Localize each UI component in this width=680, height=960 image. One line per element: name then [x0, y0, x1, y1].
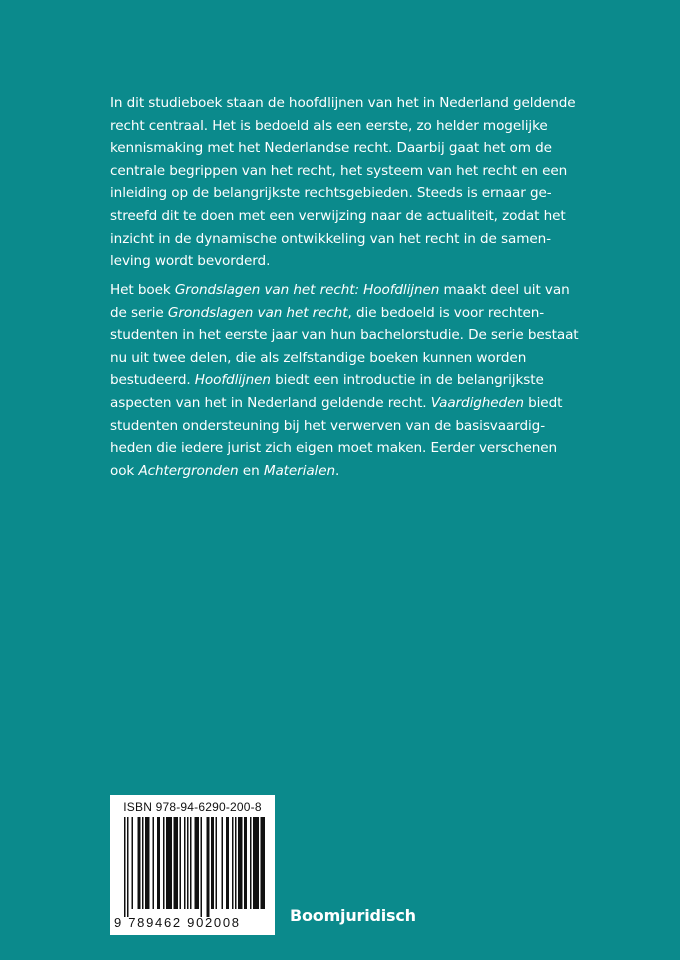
text-line: nu uit twee delen, die als zelfstandige boeken kunnen worden [110, 349, 527, 366]
text-line: studenten ondersteuning bij het verwerven van de basisvaardig- [110, 417, 545, 434]
text-line [110, 369, 570, 392]
text-line: studenten in het eerste jaar van hun bachelorstudie. De serie bestaat [110, 327, 579, 344]
barcode-bars [118, 817, 267, 917]
barcode-bar [157, 817, 160, 909]
book-title: Hoofdlijnen [194, 372, 271, 389]
text-line: centrale begrippen van het recht, het systeem van het recht en een [110, 162, 568, 179]
text-line [110, 279, 570, 302]
description-paragraph-1 [110, 92, 576, 273]
text-run: Het boek [110, 282, 175, 298]
text-run: biedt [523, 394, 563, 411]
barcode-bar [132, 817, 134, 909]
text-run: ook [110, 462, 139, 479]
barcode-bar [184, 817, 186, 909]
text-run: aspecten van het in Nederland geldende recht. [110, 394, 431, 411]
barcode-bar [187, 817, 189, 909]
series-title: Grondslagen van het recht [167, 304, 348, 321]
barcode-bar [216, 817, 218, 909]
book-title: Grondslagen van het recht: Hoofdlijnen [174, 282, 440, 298]
text-line: inleiding op de belangrijkste rechtsgebieden. Steeds is ernaar ge- [110, 185, 552, 202]
barcode-bar [238, 817, 243, 909]
barcode-bar [226, 817, 229, 909]
barcode-bar [235, 817, 237, 909]
barcode-bar [190, 817, 192, 909]
description-paragraph-2 [110, 279, 579, 482]
barcode-bar [124, 817, 126, 917]
barcode-bar [195, 817, 200, 909]
text-run: de serie [110, 304, 168, 321]
text-run: , die bedoeld is voor rechten- [347, 304, 545, 321]
barcode-bar [261, 817, 266, 909]
barcode-bar [207, 817, 210, 917]
publisher-logo: Boomjuridisch [290, 906, 416, 925]
barcode-bar [180, 817, 182, 909]
text-line [110, 460, 570, 483]
barcode-bar [232, 817, 234, 909]
barcode-bar [211, 817, 214, 909]
text-line: kennismaking met het Nederlandse recht. Daarbij gaat het om de [110, 140, 552, 157]
text-line: recht centraal. Het is bedoeld als een eerste, zo helder mogelijke [110, 117, 548, 134]
barcode-bar [253, 817, 259, 909]
text-run: bestudeerd. [110, 372, 195, 389]
barcode-bar [222, 817, 224, 909]
book-title: Achtergronden [138, 462, 239, 479]
isbn-label: ISBN 978-94-6290-200-8 [123, 800, 262, 814]
text-line: inzicht in de dynamische ontwikkeling van het recht in de samen- [110, 230, 551, 247]
text-line: heden die iedere jurist zich eigen moet maken. Eerder verschenen [110, 440, 558, 457]
barcode-bar [166, 817, 172, 909]
barcode-bar [127, 817, 129, 917]
text-line: leving wordt bevorderd. [110, 253, 271, 270]
barcode-bar [244, 817, 247, 909]
barcode-digits: 9 789462 902008 [114, 915, 241, 930]
text-run: . [335, 462, 340, 479]
book-title: Vaardigheden [430, 394, 524, 411]
barcode-bar [138, 817, 141, 909]
text-run: maakt deel uit van [439, 282, 570, 298]
barcode-bar [163, 817, 165, 909]
barcode-bar [153, 817, 155, 909]
text-line: In dit studieboek staan de hoofdlijnen van het in Nederland geldende [110, 95, 576, 111]
text-line: streefd dit te doen met een verwijzing naar de actualiteit, zodat het [110, 207, 566, 224]
book-title: Materialen [263, 462, 336, 479]
text-run: en [238, 462, 264, 479]
text-line [110, 392, 570, 415]
barcode-bar [145, 817, 150, 909]
barcode-bar [250, 817, 252, 909]
barcode-bar [142, 817, 144, 909]
barcode-bar [201, 817, 203, 917]
text-run: biedt een introductie in de belangrijkste [270, 372, 544, 389]
barcode-bar [174, 817, 179, 909]
isbn-barcode [110, 795, 275, 935]
text-line [110, 302, 570, 325]
